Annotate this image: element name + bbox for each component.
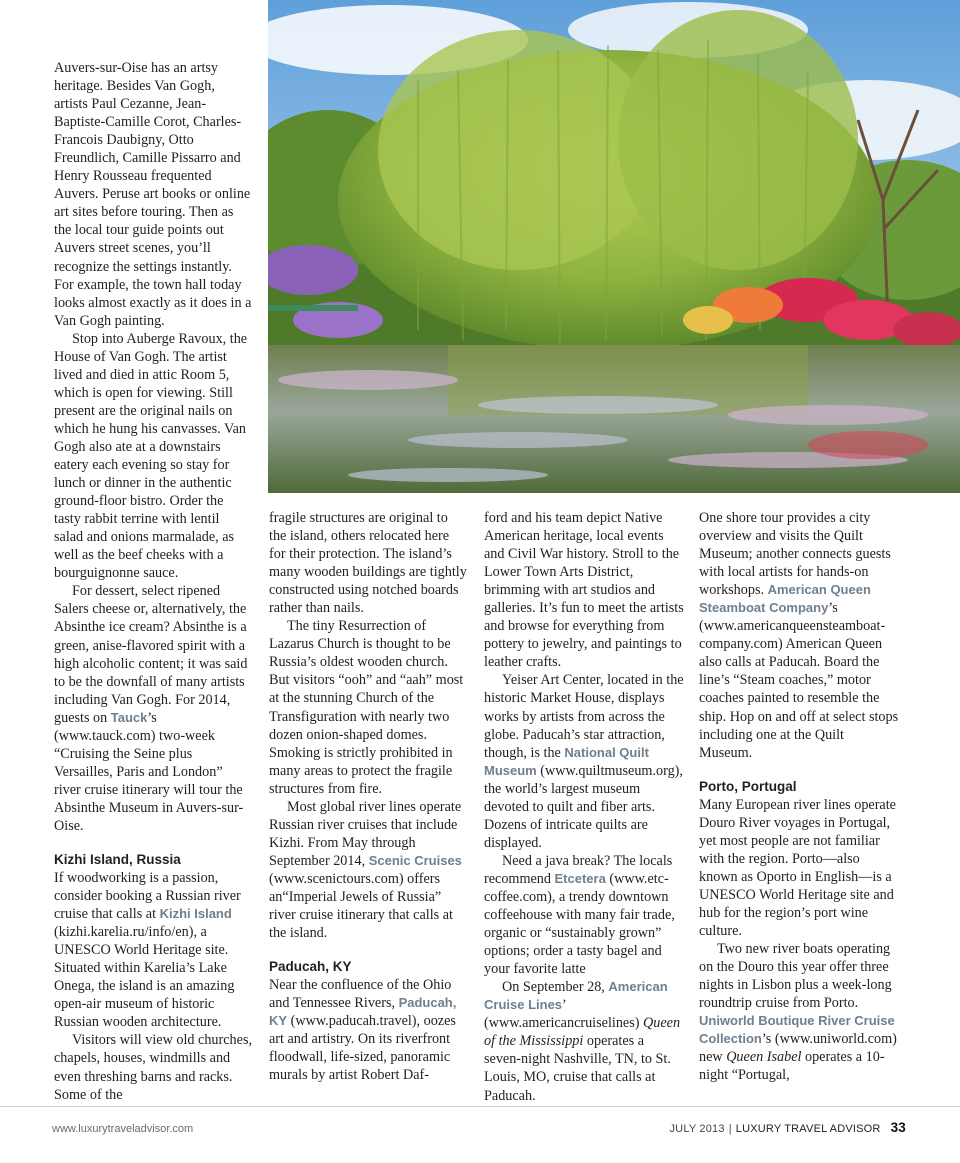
hero-photo-garden-pond <box>268 0 960 493</box>
paragraph <box>54 330 252 583</box>
paragraph <box>699 940 899 1084</box>
text-column-1 <box>54 59 252 1104</box>
footer-url: www.luxurytraveladvisor.com <box>52 1123 194 1135</box>
text-run: Visitors will view old churches, chapels, houses, windmills and even threshing barns and racks. Some of the <box>54 1032 253 1103</box>
text-run: Need a java break? The locals recommend <box>484 852 673 887</box>
paragraph <box>699 509 899 762</box>
paragraph <box>54 1031 252 1103</box>
footer-separator: | <box>728 1123 732 1135</box>
footer-publication: LUXURY TRAVEL ADVISOR <box>735 1123 881 1135</box>
text-run: Many European river lines operate Douro River voyages in Portugal, yet most people are not familiar with the region. Porto—also known as Oporto in English—is a UNESCO World Heritage site and hub for the region’s port wine culture. <box>699 796 896 939</box>
paragraph <box>269 798 468 942</box>
text-column-3 <box>484 509 684 1105</box>
paragraph <box>484 978 684 1104</box>
paragraph <box>484 671 684 851</box>
text-run: operates a seven-night Nashville, TN, to St. Louis, MO, cruise that calls at Paducah. <box>484 1033 671 1104</box>
text-column-4 <box>699 509 899 1084</box>
paragraph <box>54 869 252 1031</box>
text-run: ’ (www.americancruiselines) <box>484 997 644 1032</box>
page-number: 33 <box>890 1120 906 1135</box>
paragraph <box>54 59 252 330</box>
text-run: (kizhi.karelia.ru/info/en), a UNESCO World Heritage site. Situated within Karelia’s Lake Onega, the island is an amazing open-air museum of historic Russian wooden architecture. <box>54 924 235 1031</box>
ship-name-italic: Queen of the Mississippi <box>484 1015 681 1050</box>
paragraph <box>269 976 468 1084</box>
text-run: ’s (www.tauck.com) two-week “Cruising the Seine plus Versailles, Paris and London” river cruise itinerary will tour the Absinthe Museum in Auvers-sur-Oise. <box>54 709 244 834</box>
page-footer <box>0 1106 960 1163</box>
highlight-american-queen-steamboat: American Queen Steamboat Company <box>699 582 871 616</box>
highlight-paducah: Paducah, KY <box>269 995 457 1029</box>
text-run: operates a 10-night “Portugal, <box>699 1049 885 1084</box>
text-run: Two new river boats operating on the Douro this year offer three nights in Lisbon plus a week-long roundtrip cruise from Porto. <box>699 941 892 1012</box>
paragraph <box>269 509 468 617</box>
highlight-scenic-cruises: Scenic Cruises <box>368 852 462 868</box>
section-heading-kizhi: Kizhi Island, Russia <box>54 852 181 868</box>
footer-folio <box>669 1120 906 1135</box>
text-run: The tiny Resurrection of Lazarus Church is thought to be Russia’s oldest wooden church. But visitors “ooh” and “aah” most at the stunning Church of the Transfiguration with nearly two dozen onion-shaped domes. Smoking is strictly prohibited in many areas to protect the fragile structures from fire. <box>269 618 464 797</box>
highlight-uniworld: Uniworld Boutique River Cruise Collection <box>699 1013 895 1047</box>
highlight-kizhi-island: Kizhi Island <box>159 906 232 922</box>
paragraph <box>269 617 468 797</box>
text-run: On September 28, <box>502 979 609 996</box>
text-run: One shore tour provides a city overview and visits the Quilt Museum; another connects guests with local artists for hands-on workshops. <box>699 510 891 599</box>
text-run: ’s (www.americanqueensteamboat-company.com) American Queen also calls at Paducah. Board the line’s “Steam coaches,” motor coaches painted to resemble the ship. Hop on and off at select stops including one at the Quilt Museum. <box>699 600 899 761</box>
text-run: (www.etc-coffee.com), a trendy downtown coffeehouse with many fair trade, organic or “sustainably grown” options; order a tasty bagel and your favorite latte <box>484 870 675 978</box>
text-run: ford and his team depict Native American heritage, local events and Civil War history. Stroll to the Lower Town Arts District, brimming with art studios and galleries. It’s fun to meet the artists and browse for everything from pottery to jewelry, and paintings to leather crafts. <box>484 510 684 671</box>
ship-name-italic: Queen Isabel <box>726 1049 802 1066</box>
text-run: Near the confluence of the Ohio and Tennessee Rivers, <box>269 977 452 1012</box>
highlight-etcetera: Etcetera <box>554 870 606 886</box>
text-run: fragile structures are original to the island, others relocated here for their protection. The island’s many wooden buildings are tightly constructed using notched boards rather than nails. <box>269 510 467 617</box>
text-run: (www.quiltmuseum.org), the world’s largest museum devoted to quilt and fiber arts. Dozens of intricate quilts are displayed. <box>484 762 683 851</box>
text-run: Auvers-sur-Oise has an artsy heritage. Besides Van Gogh, artists Paul Cezanne, Jean-Baptiste-Camille Corot, Charles-Francois Daubigny, Otto Freundlich, Camille Pissarro and Henry Rousseau frequented Auvers. Peruse art books or online art sites before touring. Then as the local tour guide points out Auvers street scenes, you’ll recognize the settings instantly. For example, the town hall today looks almost exactly as it does in a Van Gogh painting. <box>54 60 252 329</box>
text-run: ’s (www.uniworld.com) new <box>699 1031 897 1066</box>
paragraph <box>699 796 899 940</box>
paragraph <box>54 582 252 835</box>
text-run: (www.scenictours.com) offers an“Imperial Jewels of Russia” river cruise itinerary that calls at the island. <box>269 870 453 942</box>
paragraph <box>484 509 684 671</box>
section-heading-porto: Porto, Portugal <box>699 778 797 794</box>
highlight-american-cruise-lines: American Cruise Lines <box>484 979 668 1013</box>
text-run: Most global river lines operate Russian river cruises that include Kizhi. From May through September 2014, <box>269 798 462 869</box>
text-run: Stop into Auberge Ravoux, the House of Van Gogh. The artist lived and died in attic Room 5, which is open for viewing. Still present are the original nails on which he hung his canvasses. Van Gogh also ate at a downstairs eatery each evening so stay for lunch or dinner in the authentic ground-floor bistro. Order the tasty rabbit terrine with lentil salad and onions marmalade, as well as the beef cheeks with a bourguignonne sauce. <box>54 330 248 582</box>
footer-date: JULY 2013 <box>669 1123 725 1135</box>
text-run: Yeiser Art Center, located in the historic Market House, displays works by artists from across the globe. Paducah’s star attraction, though, is the <box>484 672 684 761</box>
highlight-national-quilt-museum: National Quilt Museum <box>484 744 649 778</box>
text-run: For dessert, select ripened Salers cheese or, alternatively, the Absinthe ice cream? Absinthe is a green, anise-flavored spirit with a high alcoholic content; it was said to be the downfall of many artists including Van Gogh. For 2014, guests on <box>54 583 248 726</box>
highlight-tauck: Tauck <box>110 709 148 725</box>
paragraph <box>484 852 684 978</box>
section-heading-paducah: Paducah, KY <box>269 959 352 975</box>
text-column-2 <box>269 509 468 1084</box>
text-run: (www.paducah.travel), oozes art and artistry. On its riverfront floodwall, life-sized, panoramic murals by artist Robert Daf- <box>269 1013 456 1084</box>
text-run: If woodworking is a passion, consider booking a Russian river cruise that calls at <box>54 870 241 923</box>
